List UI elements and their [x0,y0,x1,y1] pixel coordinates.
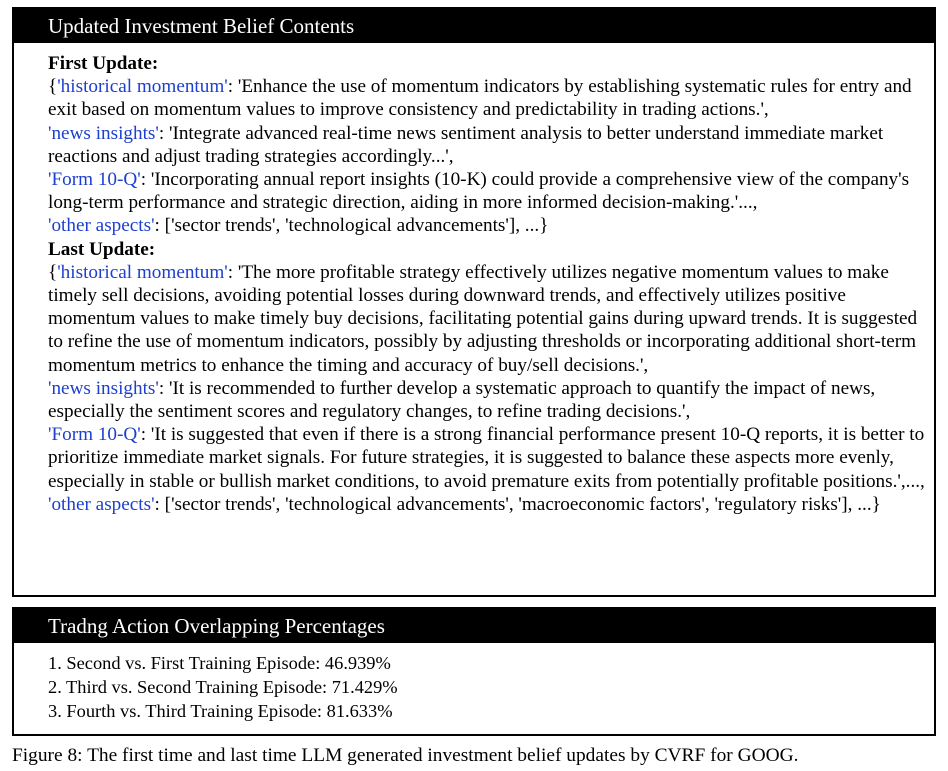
overlap-item [48,700,934,724]
belief-key: 'news insights' [48,377,159,399]
open-brace: { [48,76,58,98]
figure-caption [12,744,936,768]
belief-entry [48,168,934,214]
last-update-entries [48,261,934,516]
belief-key: 'Form 10-Q' [48,169,141,191]
belief-entry [48,122,934,168]
panel-body [14,43,934,516]
overlap-value: 71.429% [331,676,398,697]
belief-entry [48,214,934,237]
belief-text: : 'It is recommended to further develop a systematic approach to quantify the impact of news, especially the sentiment scores and regulatory changes, to refine trading decisions.', [48,377,876,423]
first-update-entries [48,75,934,237]
belief-text: : 'It is suggested that even if there is a strong financial performance present 10-Q reports, it is better to prioritize immediate market signals. For future strategies, it is suggested to balance these aspects more evenly, especially in stable or bullish market conditions, to avoid premature exits from potentially profitable positions.',..., [48,424,925,492]
belief-entry [48,493,934,516]
panel-title: Updated Investment Belief Contents [14,9,934,43]
belief-text: : 'Integrate advanced real-time news sentiment analysis to better understand immediate market reactions and adjust trading strategies accordingly...', [48,122,884,167]
stats-list [14,643,934,723]
overlap-label: 1. Second vs. First Training Episode: [48,653,321,673]
belief-text: : ['sector trends', 'technological advancements', 'macroeconomic factors', 'regulatory risks'], ...} [154,493,881,515]
overlap-item [48,676,934,700]
belief-text: : ['sector trends', 'technological advancements'], ...} [154,215,549,237]
last-update-heading: Last Update: [48,238,156,260]
belief-text: : 'Incorporating annual report insights (10-K) could provide a comprehensive view of the company's long-term performance and strategic direction, aiding in more informed decision-making.'..., [48,169,910,214]
panel-title: Tradng Action Overlapping Percentages [14,609,934,643]
belief-entry [48,261,934,377]
caption-label: Figure 8: [12,745,83,766]
overlap-value: 46.939% [324,653,391,673]
overlap-item [48,652,934,676]
belief-text: : 'The more profitable strategy effectively utilizes negative momentum values to make timely sell decisions, avoiding potential losses during downward trends, and effectively utilizes positive momentum values to make timely buy decisions, facilitating potential gains during upward trends. It is suggested to refine the use of momentum indicators, possibly by adjusting thresholds or incorporating additional short-term momentum metrics to enhance the timing and accuracy of buy/sell decisions.', [48,261,918,376]
belief-key: 'other aspects' [48,215,155,237]
caption-text: The first time and last time LLM generated investment belief updates by CVRF for GOOG. [87,745,799,766]
open-brace: { [48,261,58,283]
overlap-label: 2. Third vs. Second Training Episode: [48,676,328,697]
overlap-label: 3. Fourth vs. Third Training Episode: [48,700,323,721]
belief-entry [48,423,934,493]
belief-key: 'other aspects' [48,493,155,515]
belief-entry [48,377,934,423]
belief-text: : 'Enhance the use of momentum indicators by establishing systematic rules for entry and exit based on momentum values to improve consistency and predictability in trading actions.', [48,76,912,121]
belief-entry [48,75,934,121]
belief-key: 'Form 10-Q' [48,424,141,446]
belief-key: 'historical momentum' [57,76,228,98]
first-update-heading: First Update: [48,53,159,74]
belief-key: 'news insights' [48,122,159,144]
investment-belief-panel [12,7,936,597]
overlap-percentages-panel [12,607,936,736]
belief-key: 'historical momentum' [57,261,228,283]
overlap-value: 81.633% [326,700,393,721]
